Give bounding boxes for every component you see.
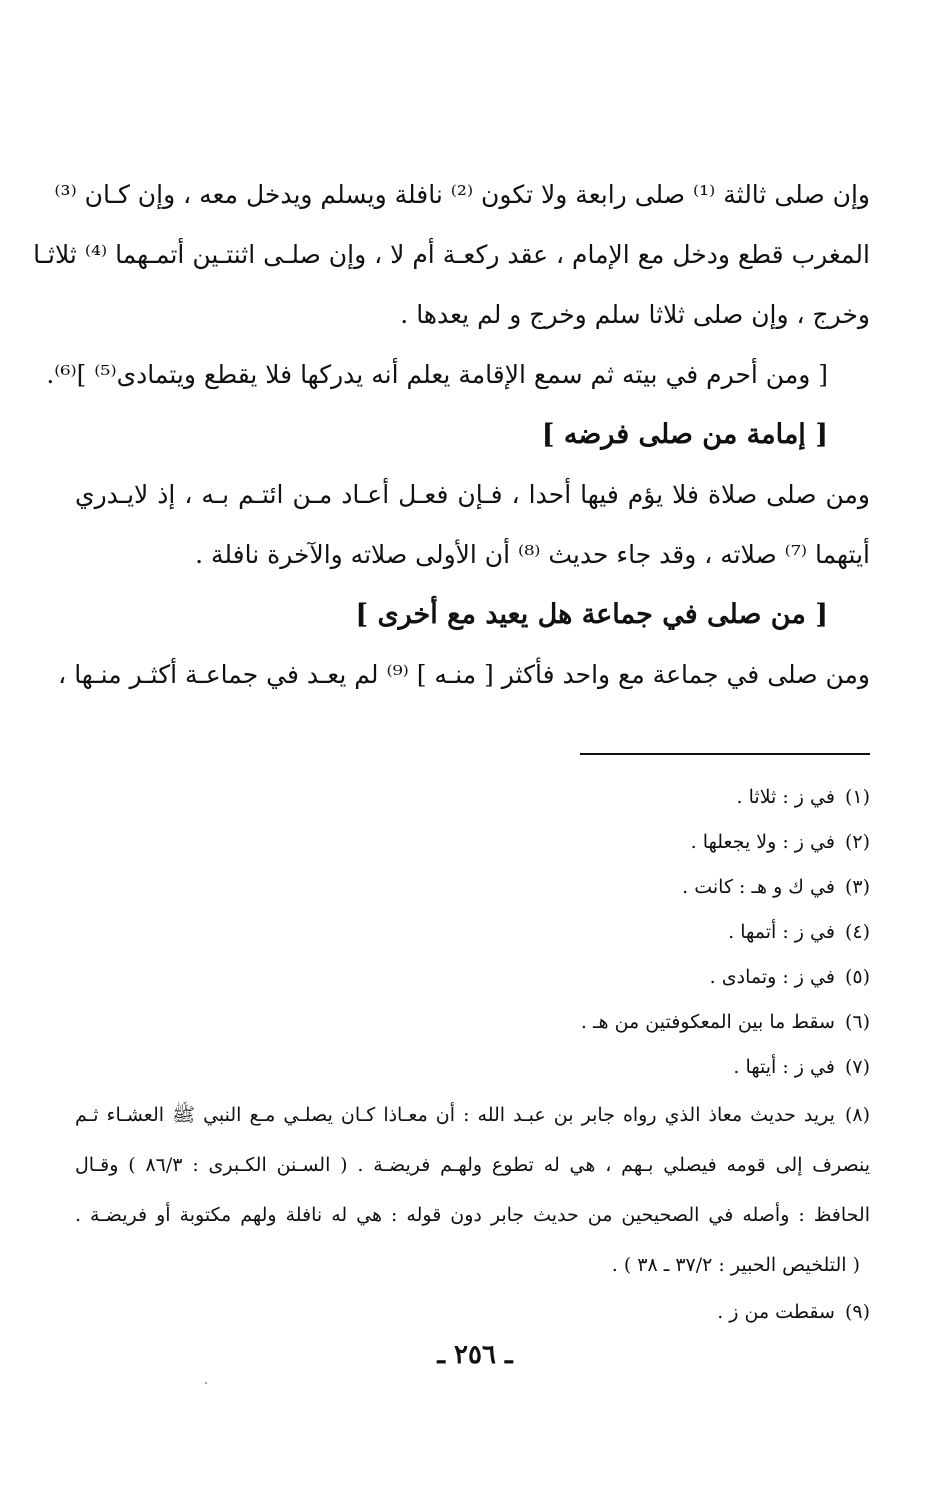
footnote-text-line: ينصرف إلى قومه فيصلي بـهم ، هي له تطوع ولهـم فريضـة . ( السـنن الكـبرى : ٨٦/٣ ) وقـال xyxy=(75,1154,870,1176)
body-line: أيتهما ⁽⁷⁾ صلاته ، وقد جاء حديث ⁽⁸⁾ أن الأولى صلاته والآخرة نافلة . xyxy=(195,540,870,569)
footnote xyxy=(75,1045,870,1090)
footnote-text: يريد حديث معاذ الذي رواه جابر بن عبـد الله : أن معـاذا كـان يصلـي مـع النبي ﷺ العشـاء ثـم xyxy=(75,1104,835,1126)
footnote-number: (٧) xyxy=(844,1056,870,1078)
footnote-number: (٨) xyxy=(844,1104,870,1126)
footnote-text: سقط ما بين المعكوفتين من هـ . xyxy=(580,1011,835,1033)
footnote-text: في ز : أيتها . xyxy=(733,1056,835,1078)
footnote-number: (٦) xyxy=(844,1011,870,1033)
footnote-separator xyxy=(580,753,870,755)
body-line: وخرج ، وإن صلى ثلاثا سلم وخرج و لم يعدها . xyxy=(400,300,870,329)
footnote xyxy=(75,1290,870,1335)
footnote-text-line: الحافظ : وأصله في الصحيحين من حديث جابر دون قوله : هي له نافلة ولهم مكتوبة أو فريضـة . xyxy=(75,1204,870,1226)
footnote-text: في ز : أتمها . xyxy=(728,921,835,943)
footnote-number: (١) xyxy=(844,786,870,808)
footnote-text: في ز : ثلاثا . xyxy=(736,786,835,808)
footnote-text: في ز : ولا يجعلها . xyxy=(690,831,835,853)
footnote-number: (٤) xyxy=(844,921,870,943)
footnote-text-line xyxy=(75,1090,870,1140)
section-heading: [ إمامة من صلى فرضه ] xyxy=(541,419,828,450)
footnote xyxy=(75,1090,870,1290)
footnote xyxy=(75,865,870,910)
footnote-text: في ز : وتمادى . xyxy=(709,966,835,988)
body-line: ومن صلى صلاة فلا يؤم فيها أحدا ، فـإن فعـل أعـاد مـن ائتـم بـه ، إذ لايـدري xyxy=(75,480,870,509)
footnotes xyxy=(75,775,870,1335)
footnote-text-line: ( التلخيص الحبير : ٣٧/٢ ـ ٣٨ ) . xyxy=(611,1254,860,1276)
footnote-number: (٣) xyxy=(844,876,870,898)
footnote xyxy=(75,820,870,865)
footnote-text: في ك و هـ : كانت . xyxy=(682,876,835,898)
body-line: ومن صلى في جماعة مع واحد فأكثر [ منـه ] ⁽⁹⁾ لم يعـد في جماعـة أكثـر منـها ، xyxy=(58,660,870,689)
footnote-number: (٩) xyxy=(844,1301,870,1323)
footnote xyxy=(75,955,870,1000)
footnote xyxy=(75,775,870,820)
footnote-number: (٥) xyxy=(844,966,870,988)
section-heading: [ من صلى في جماعة هل يعيد مع أخرى ] xyxy=(355,599,828,630)
body-line: وإن صلى ثالثة ⁽¹⁾ صلى رابعة ولا تكون ⁽²⁾ نافلة ويسلم ويدخل معه ، وإن كـان ⁽³⁾ xyxy=(54,180,870,209)
scan-speck xyxy=(205,1382,207,1384)
body-line: المغرب قطع ودخل مع الإمام ، عقد ركعـة أم لا ، وإن صلـى اثنتـين أتمـهما ⁽⁴⁾ ثلاثـا xyxy=(33,240,870,269)
footnote-number: (٢) xyxy=(844,831,870,853)
body-line: [ ومن أحرم في بيته ثم سمع الإقامة يعلم أنه يدركها فلا يقطع ويتمادى⁽⁵⁾ ]⁽⁶⁾. xyxy=(46,360,828,389)
page-number: ـ ٢٥٦ ـ xyxy=(437,1340,513,1370)
footnote xyxy=(75,910,870,955)
main-text-block xyxy=(33,165,870,705)
footnote xyxy=(75,1000,870,1045)
footnote-text: سقطت من ز . xyxy=(717,1301,835,1323)
